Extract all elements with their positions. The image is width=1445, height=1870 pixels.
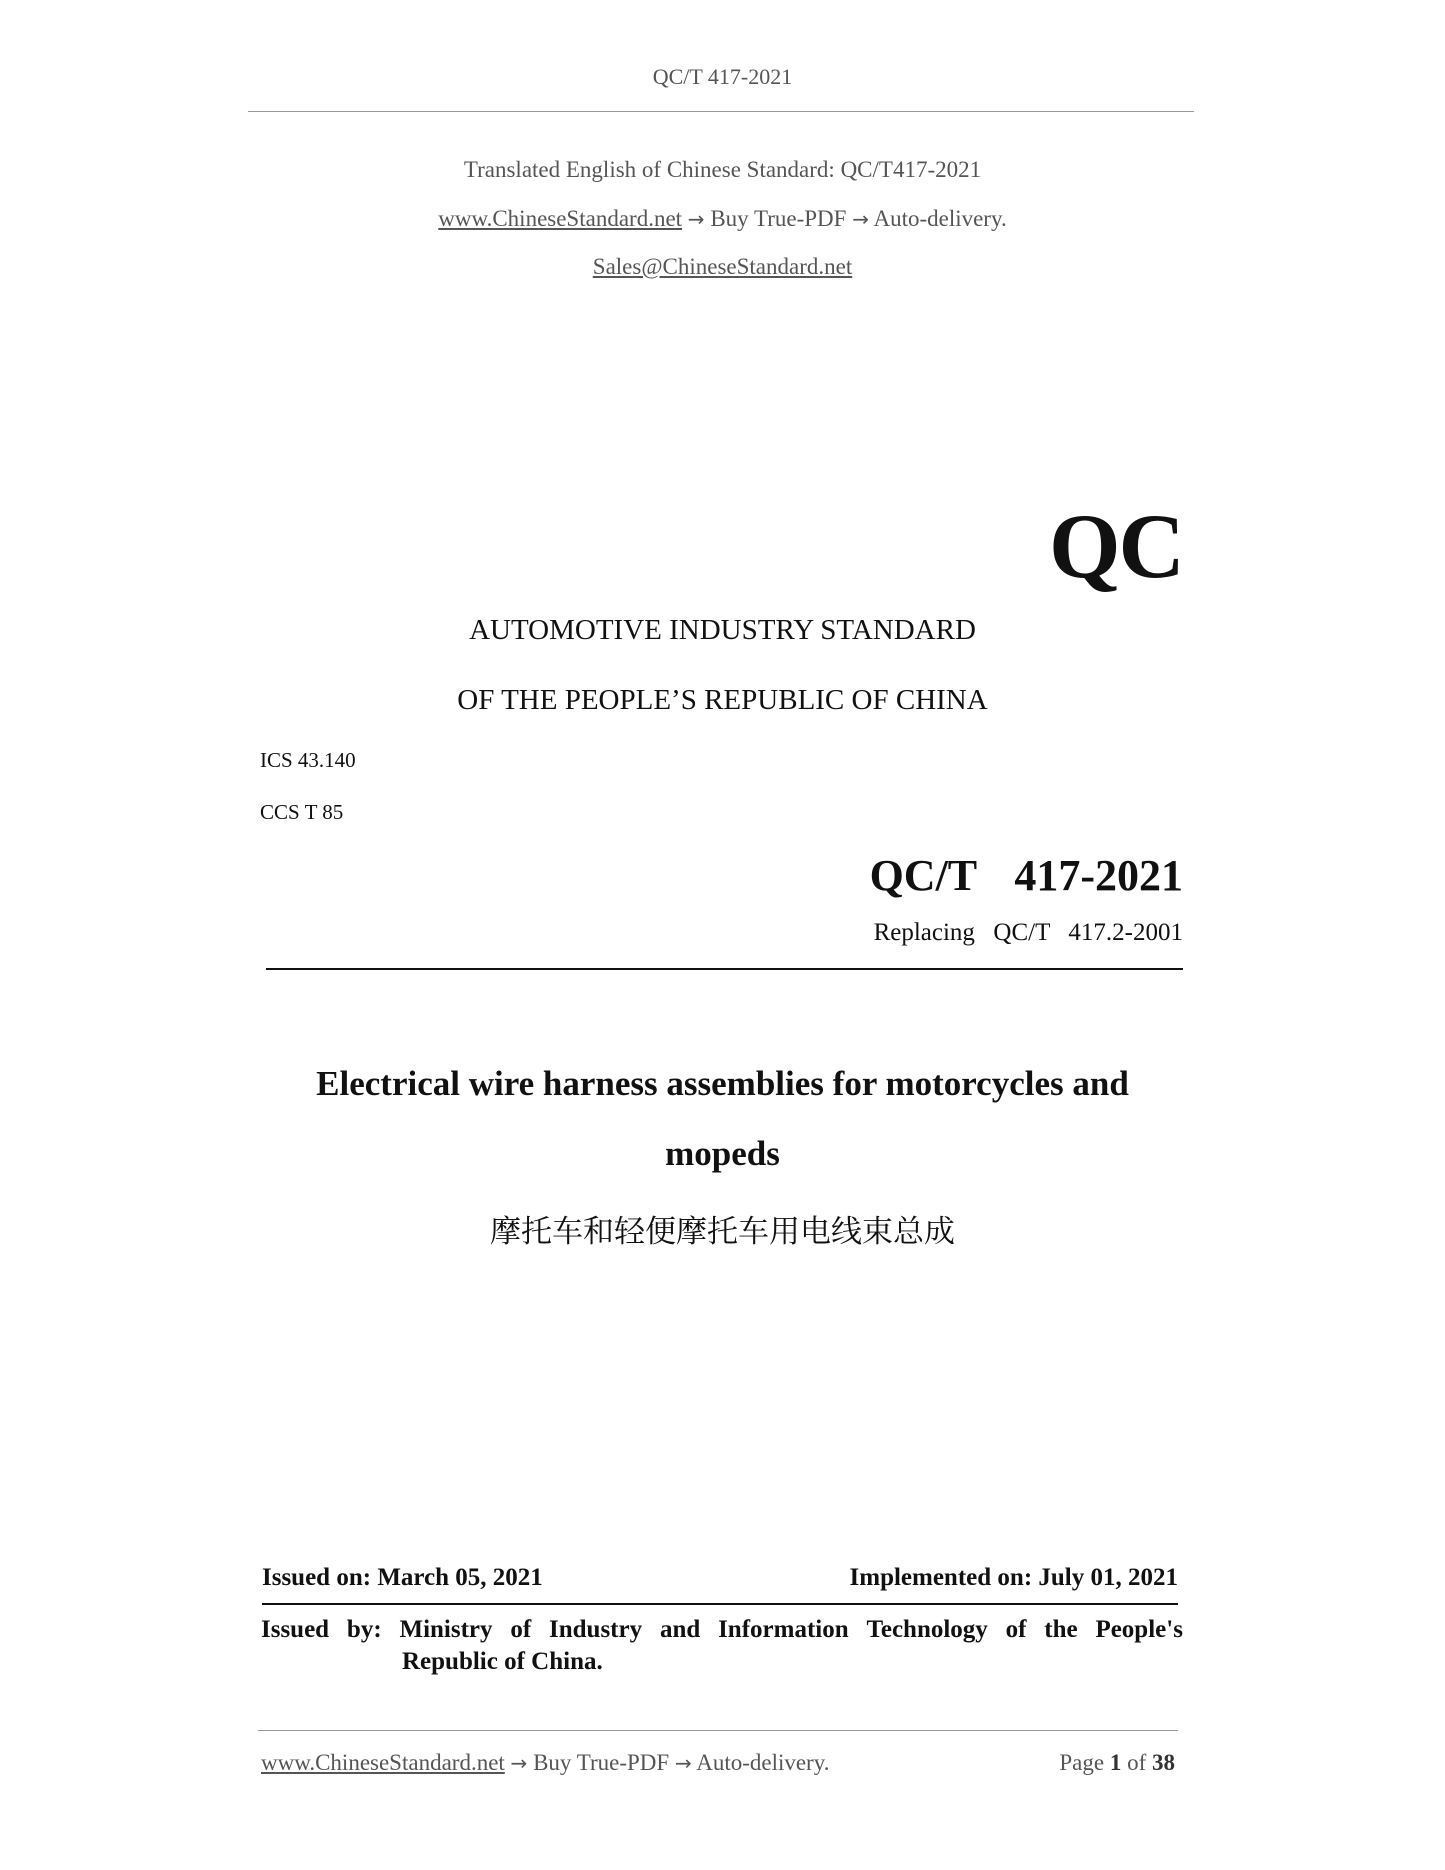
standard-number: QC/T 417-2021	[869, 851, 1183, 900]
implemented-on-date: Implemented on: July 01, 2021	[849, 1564, 1178, 1591]
issued-by-line2: Republic of China.	[402, 1648, 603, 1675]
issued-by-line1	[261, 1616, 1183, 1644]
page-label: Page	[1059, 1750, 1105, 1775]
sales-line	[0, 254, 1445, 280]
buy-text: Buy True-PDF	[710, 206, 847, 231]
issued-by-word: Issued	[261, 1616, 330, 1643]
issued-on-date: Issued on: March 05, 2021	[262, 1564, 543, 1591]
website-link[interactable]: www.ChineseStandard.net	[438, 206, 683, 231]
issued-by-word: of	[510, 1616, 532, 1643]
translated-notice: Translated English of Chinese Standard: QC/T417-2021	[463, 157, 982, 182]
replacing-note: Replacing QC/T 417.2-2001	[873, 919, 1183, 946]
issued-by-word: the	[1044, 1616, 1078, 1643]
page-number: 1	[1109, 1750, 1122, 1775]
issued-by-word: Ministry	[399, 1616, 493, 1643]
footer-auto-delivery-text: Auto-delivery.	[696, 1750, 830, 1775]
document-title-cn: 摩托车和轻便摩托车用电线束总成	[490, 1214, 955, 1250]
document-title-en-line1: Electrical wire harness assemblies for motorcycles and	[316, 1064, 1129, 1103]
footer-promo	[261, 1750, 829, 1776]
issued-by-word: of	[1005, 1616, 1027, 1643]
arrow-right-icon: →	[674, 1751, 692, 1775]
running-header: QC/T 417-2021	[652, 64, 793, 89]
dates-divider	[262, 1603, 1178, 1605]
issued-by-word: Technology	[866, 1616, 988, 1643]
issued-by-word: Information	[718, 1616, 849, 1643]
ics-code: ICS 43.140	[260, 748, 356, 772]
footer-website-link[interactable]: www.ChineseStandard.net	[261, 1750, 505, 1775]
page-indicator	[1059, 1750, 1175, 1776]
sales-email-link[interactable]: Sales@ChineseStandard.net	[592, 254, 853, 279]
page-total: 38	[1152, 1750, 1175, 1775]
ccs-code: CCS T 85	[260, 800, 344, 824]
arrow-right-icon: →	[510, 1751, 528, 1775]
header-divider	[248, 111, 1194, 112]
issued-by-word: by:	[346, 1616, 382, 1643]
standard-title-line1: AUTOMOTIVE INDUSTRY STANDARD	[469, 614, 976, 646]
arrow-right-icon: →	[687, 207, 705, 231]
qc-logo: QC	[1049, 495, 1183, 597]
footer-buy-text: Buy True-PDF	[533, 1750, 670, 1775]
document-title-en-line2: mopeds	[665, 1134, 780, 1173]
issued-by-word: People's	[1095, 1616, 1183, 1643]
promo-line	[0, 206, 1445, 232]
of-label: of	[1127, 1750, 1147, 1775]
issued-by	[261, 1616, 1183, 1676]
auto-delivery-text: Auto-delivery.	[873, 206, 1007, 231]
cover-divider	[266, 968, 1183, 970]
standard-title-line2: OF THE PEOPLE’S REPUBLIC OF CHINA	[457, 684, 988, 716]
footer-divider	[258, 1730, 1178, 1731]
issued-by-word: Industry	[549, 1616, 643, 1643]
issued-by-word: and	[659, 1616, 701, 1643]
arrow-right-icon: →	[852, 207, 869, 231]
